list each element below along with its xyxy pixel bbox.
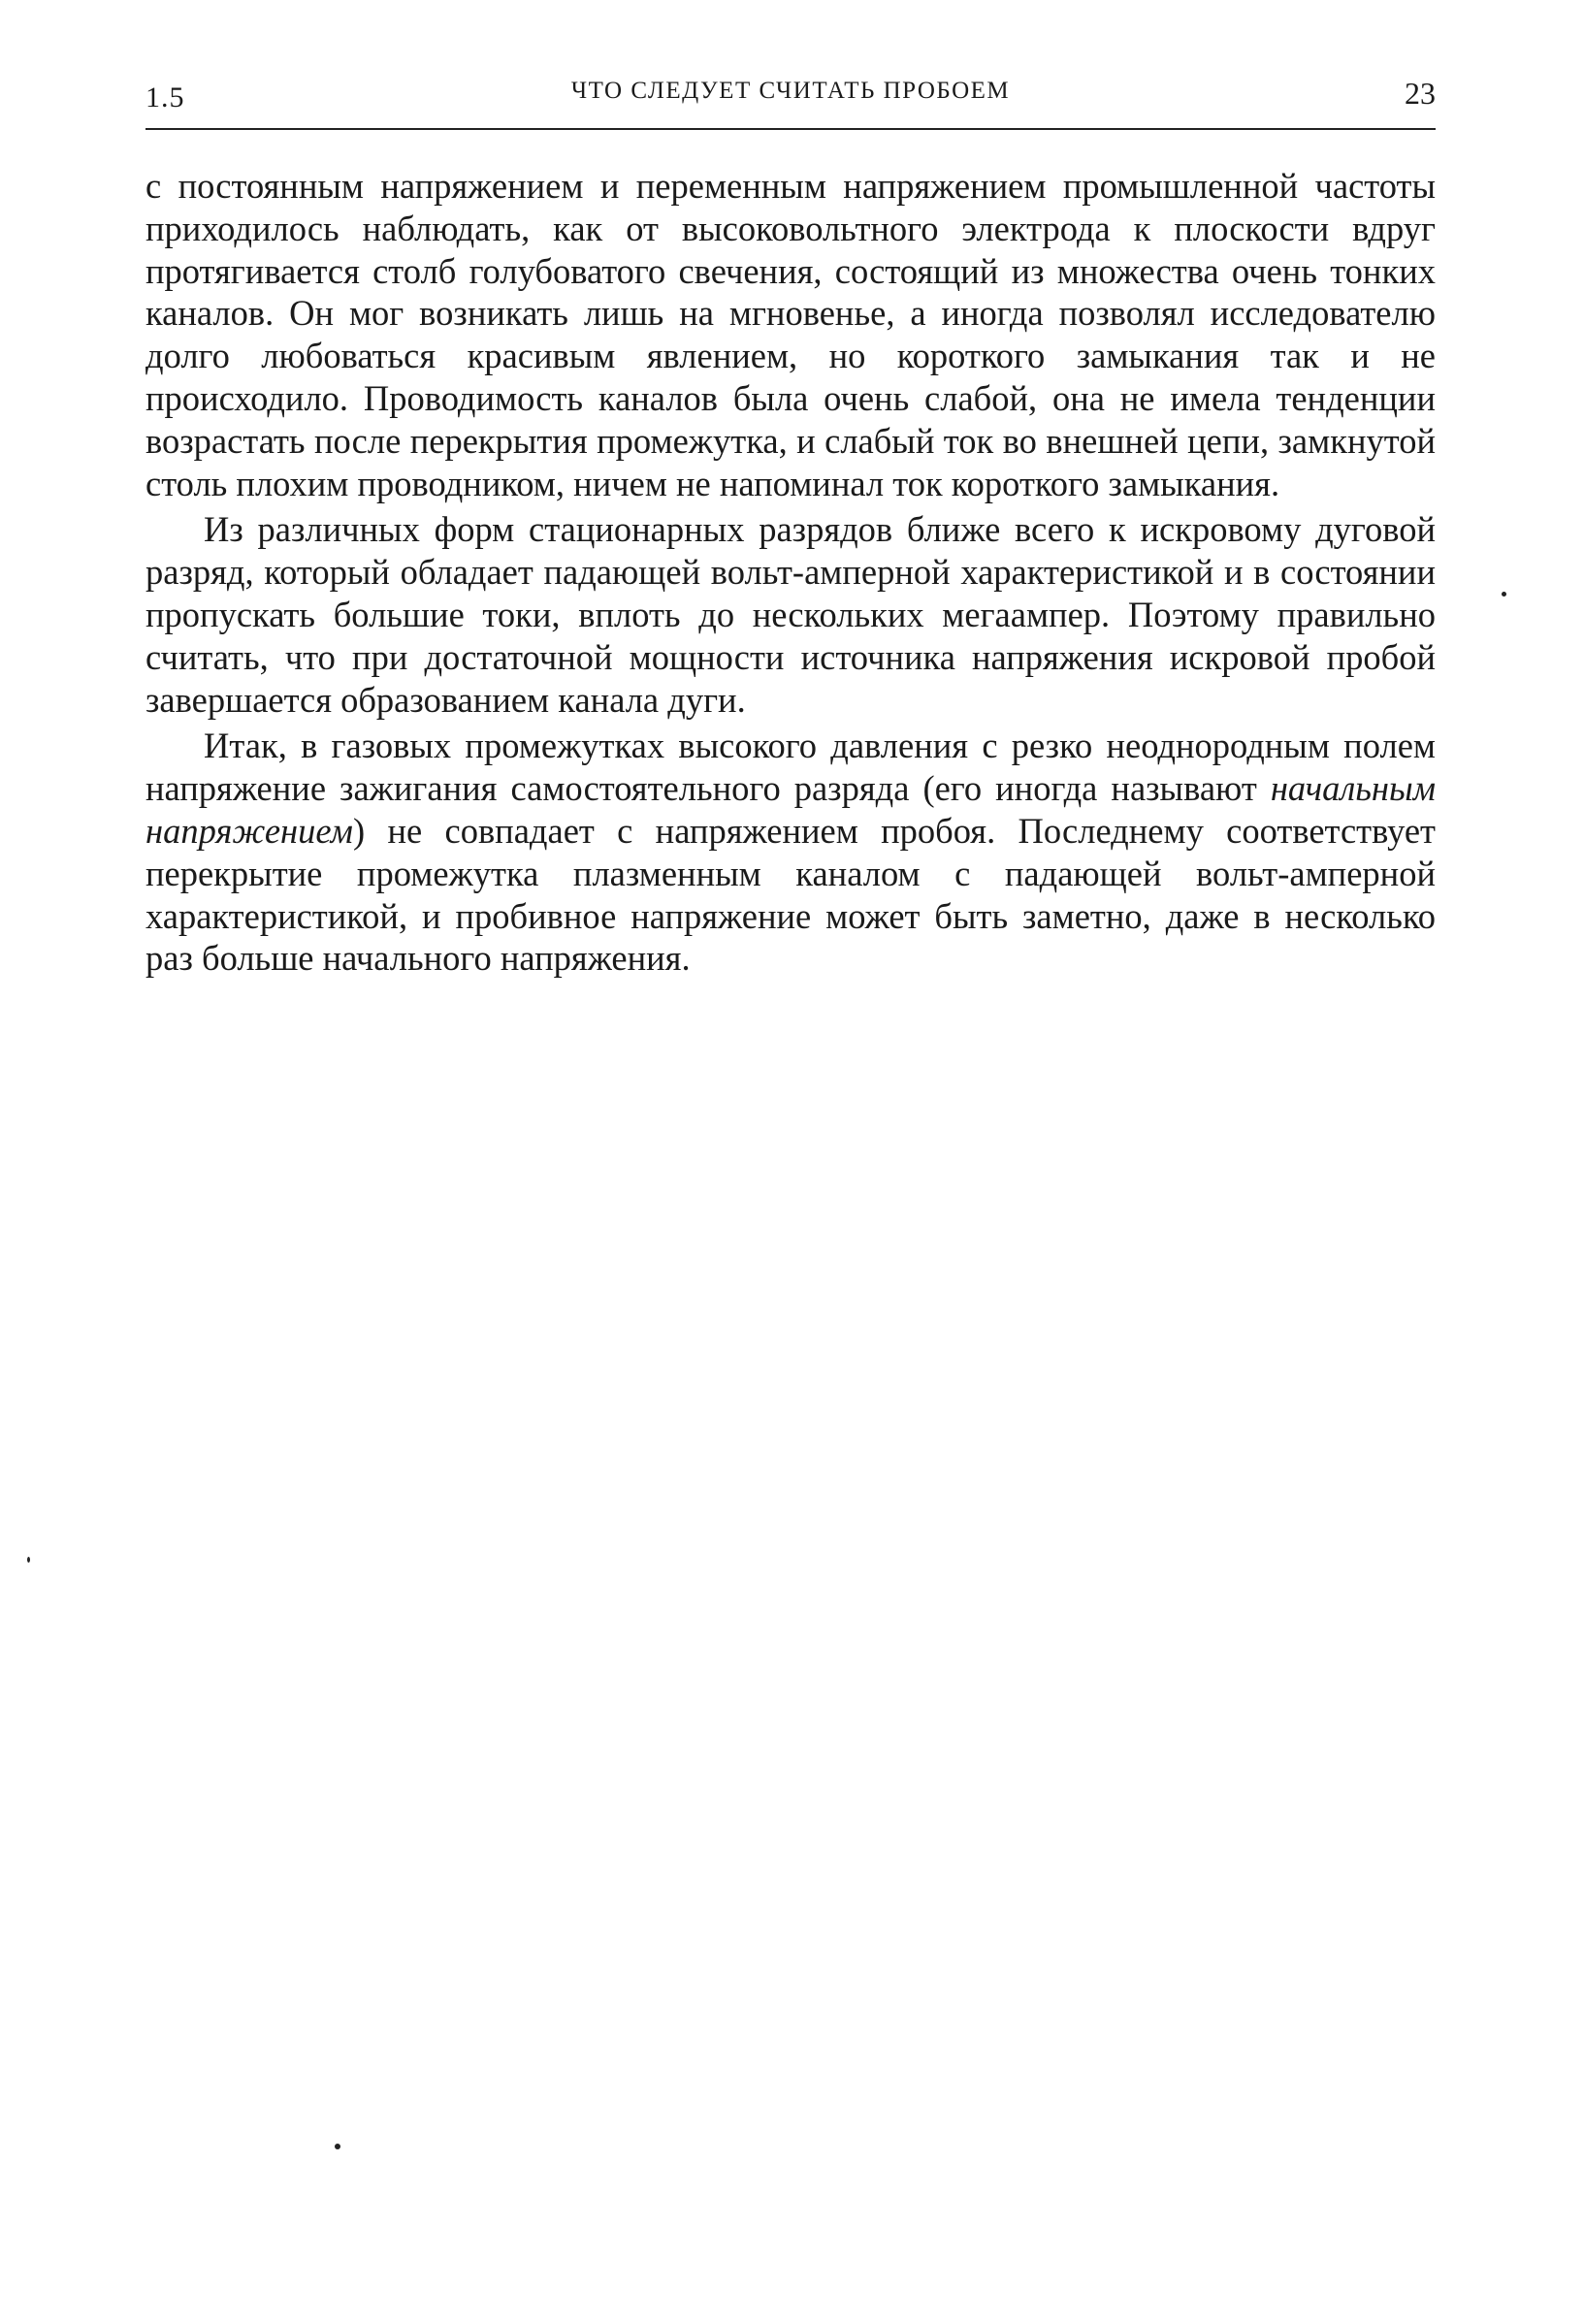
scan-speck bbox=[27, 1557, 30, 1563]
scan-speck bbox=[335, 2144, 340, 2149]
paragraph-continued: с постоянным напряжением и переменным напряжением промышленной частоты приходилось наблюдать, как от высоковольтного электрода к плоскости вдруг протягивается столб голубоватого свечения, состоящий из множества очень тонких каналов. Он мог возникать лишь на мгновенье, а иногда позволял исследователю долго любоваться красивым явлением, но короткого замыкания так и не происходило. Проводимость каналов была очень слабой, она не имела тенденции возрастать после перекрытия промежутка, и слабый ток во внешней цепи, замкнутой столь плохим проводником, ничем не напоминал ток короткого замыкания. bbox=[145, 166, 1436, 503]
section-number: 1.5 bbox=[145, 81, 185, 113]
paragraph-conclusion bbox=[145, 725, 1436, 980]
paragraph-conclusion-end: ) не совпадает с напряжением пробоя. Последнему соответствует перекрытие промежутка плазменным каналом с падающей вольт-амперной характеристикой, и пробивное напряжение может быть заметно, даже в несколько раз больше начального напряжения. bbox=[145, 810, 1436, 979]
paragraph-conclusion-start: Итак, в газовых промежутках высокого давления с резко неоднородным полем напряжение зажигания самостоятельного разряда (его иногда называют bbox=[145, 726, 1436, 809]
running-title: ЧТО СЛЕДУЕТ СЧИТАТЬ ПРОБОЕМ bbox=[570, 78, 1011, 104]
running-head bbox=[145, 68, 1436, 116]
body-text bbox=[145, 165, 1436, 984]
paragraph-arc-discharge: Из различных форм стационарных разрядов ближе всего к искровому дуговой разряд, который обладает падающей вольт-амперной характеристикой и в состоянии пропускать большие токи, вплоть до нескольких мегаампер. Поэтому правильно считать, что при достаточной мощности источника напряжения искровой пробой завершается образованием канала дуги. bbox=[145, 509, 1436, 720]
page-number: 23 bbox=[1405, 76, 1436, 111]
header-rule bbox=[145, 128, 1436, 130]
emphasis-term: начальным напряжением bbox=[145, 768, 1436, 851]
scan-speck bbox=[1502, 592, 1506, 597]
